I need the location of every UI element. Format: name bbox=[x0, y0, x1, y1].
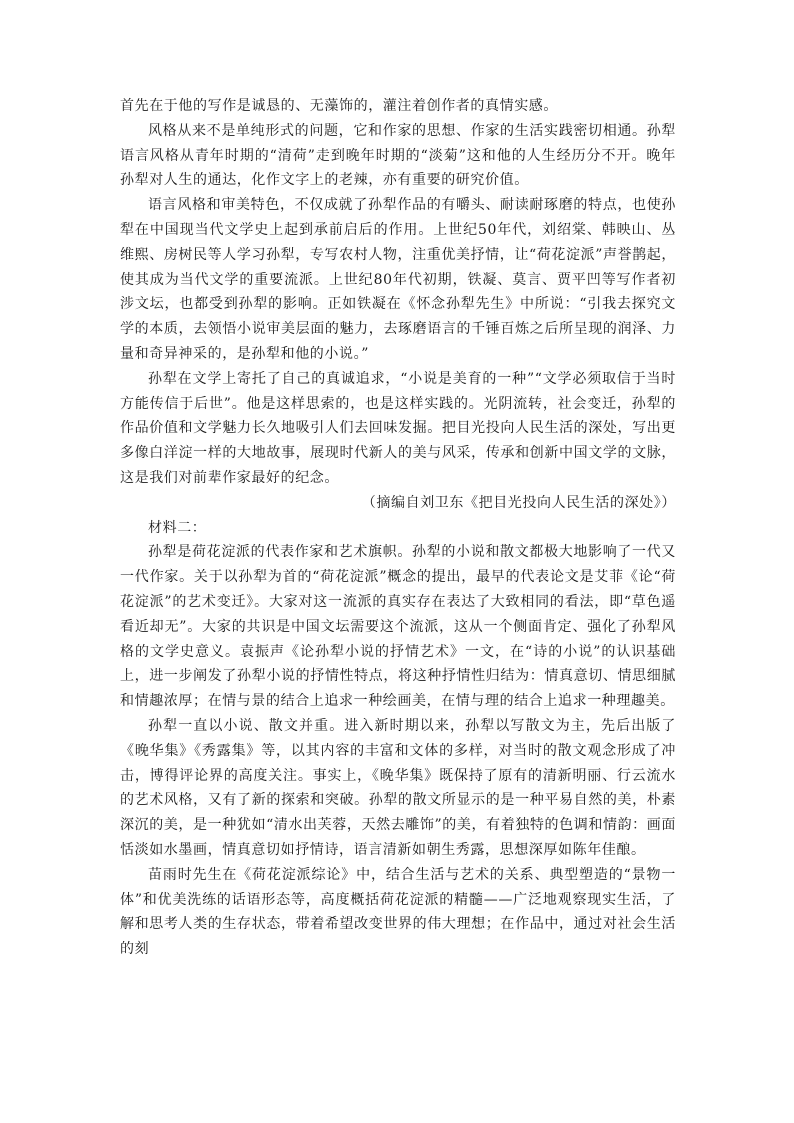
paragraph-language-style-influence: 语言风格和审美特色，不仅成就了孙犁作品的有嚼头、耐读耐琢磨的特点，也使孙犁在中国现当代文学史上起到承前启后的作用。上世纪50年代，刘绍棠、韩映山、丛维熙、房树民等人学习孙犁，专写农村人物，注重优美抒情，让“荷花淀派”声誉鹊起，使其成为当代文学的重要流派。上世纪80年代初期，铁凝、莫言、贾平凹等写作者初涉文坛，也都受到孙犁的影响。正如铁凝在《怀念孙犁先生》中所说：“引我去探究文学的本质，去领悟小说审美层面的魅力，去琢磨语言的千锤百炼之后所呈现的润泽、力量和奇异神采的，是孙犁和他的小说。” bbox=[120, 197, 676, 362]
article-body bbox=[120, 94, 676, 962]
continued-paragraph: 首先在于他的写作是诚恳的、无藻饰的，灌注着创作者的真情实感。 bbox=[120, 98, 558, 114]
paragraph-sincere-pursuit: 孙犁在文学上寄托了自己的真诚追求，“小说是美育的一种”“文学必须取信于当时方能传信于后世”。他是这样思索的，也是这样实践的。光阴流转，社会变迁，孙犁的作品价值和文学魅力长久地吸引人们去回味发掘。把目光投向人民生活的深处，写出更多像白洋淀一样的大地故事，展现时代新人的美与风采，传承和创新中国文学的文脉，这是我们对前辈作家最好的纪念。 bbox=[120, 370, 676, 486]
paragraph-prose-style: 孙犁一直以小说、散文并重。进入新时期以来，孙犁以写散文为主，先后出版了《晚华集》《秀露集》等，以其内容的丰富和文体的多样，对当时的散文观念形成了冲击，博得评论界的高度关注。事实上，《晚华集》既保持了原有的清新明丽、行云流水的艺术风格，又有了新的探索和突破。孙犁的散文所显示的是一种平易自然的美，朴素深沉的美，是一种犹如“清水出芙蓉，天然去雕饰”的美，有着独特的色调和情韵：画面恬淡如水墨画，情真意切如抒情诗，语言清新如朝生秀露，思想深厚如陈年佳酿。 bbox=[120, 717, 676, 858]
paragraph-comprehensive-review: 苗雨时先生在《荷花淀派综论》中，结合生活与艺术的关系、典型塑造的“景物一体”和优美洗练的话语形态等，高度概括荷花淀派的精髓——广泛地观察现实生活，了解和思考人类的生存状态，带着希望改变世界的伟大理想；在作品中，通过对社会生活的刻 bbox=[120, 866, 676, 958]
paragraph-hehuadian-school: 孙犁是荷花淀派的代表作家和艺术旗帜。孙犁的小说和散文都极大地影响了一代又一代作家。关于以孙犁为首的“荷花淀派”概念的提出，最早的代表论文是艾菲《论“荷花淀派”的艺术变迁》。大家对这一流派的真实存在表达了大致相同的看法，即“草色遥看近却无”。大家的共识是中国文坛需要这个流派，这从一个侧面肯定、强化了孙犁风格的文学史意义。袁振声《论孙犁小说的抒情艺术》一文，在“诗的小说”的认识基础上，进一步阐发了孙犁小说的抒情性特点，将这种抒情性归结为：情真意切、情思细腻和情趣浓厚；在情与景的结合上追求一种绘画美，在情与理的结合上追求一种理趣美。 bbox=[120, 544, 676, 710]
paragraph-style-and-thought: 风格从来不是单纯形式的问题，它和作家的思想、作家的生活实践密切相通。孙犁语言风格从青年时期的“清荷”走到晚年时期的“淡菊”这和他的人生经历分不开。晚年孙犁对人生的通达，化作文字上的老辣，亦有重要的研究价值。 bbox=[120, 122, 676, 189]
material-two-label: 材料二： bbox=[148, 519, 207, 536]
source-citation: （摘编自刘卫东《把目光投向人民生活的深处》） bbox=[361, 494, 676, 511]
